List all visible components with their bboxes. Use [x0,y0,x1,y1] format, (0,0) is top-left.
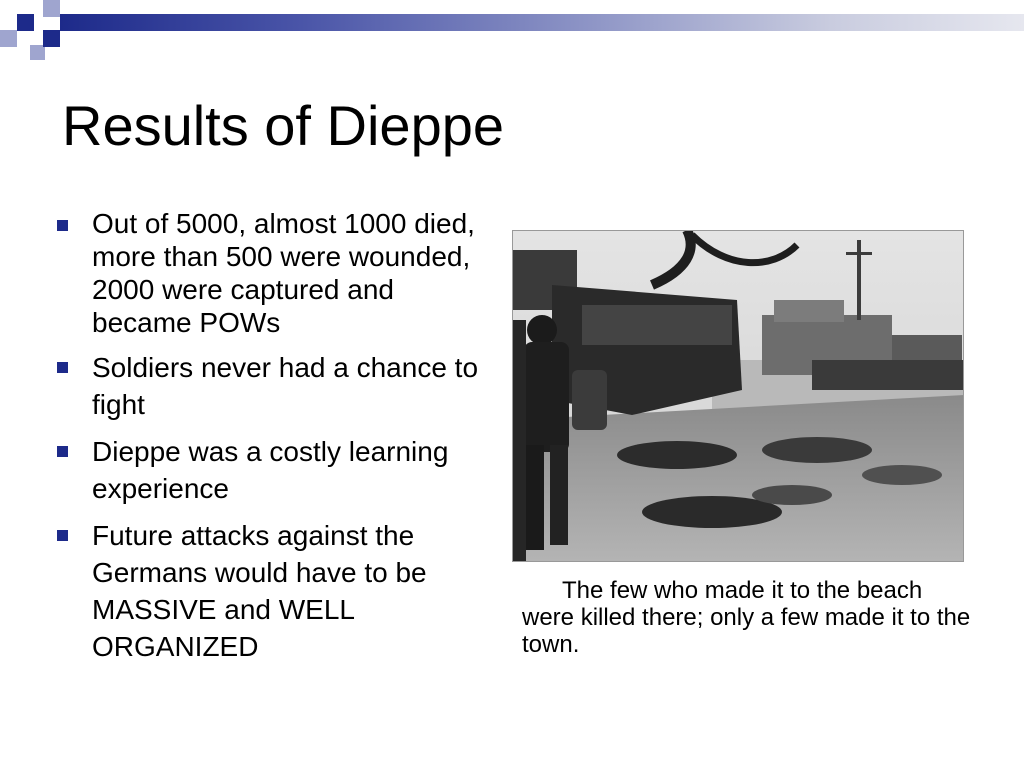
square-bullet-icon [57,530,68,541]
bullet-list [54,207,494,675]
header-square-light [43,0,60,17]
bullet-item [54,349,494,423]
square-bullet-icon [57,446,68,457]
photo-caption: The few who made it to the beach were killed there; only a few made it to the town. [522,577,971,658]
bullet-item [54,517,494,665]
header-square-light [0,30,17,47]
bullet-item [54,433,494,507]
slide-title: Results of Dieppe [62,94,505,157]
bullet-text: Soldiers never had a chance to fight [92,352,479,420]
header-square-dark [43,30,60,47]
bullet-text: Future attacks against the Germans would have to be MASSIVE and WELL ORGANIZED [92,520,427,662]
square-bullet-icon [57,220,68,231]
bullet-text: Dieppe was a costly learning experience [92,436,449,504]
header-square-dark [17,14,34,31]
header-square-light [30,45,45,60]
beach-photo [512,230,964,562]
bullet-text: Out of 5000, almost 1000 died, more than 500 were wounded, 2000 were captured and became POWs [92,208,475,338]
bullet-item [54,207,494,339]
header-gradient-bar [60,14,1024,31]
square-bullet-icon [57,362,68,373]
